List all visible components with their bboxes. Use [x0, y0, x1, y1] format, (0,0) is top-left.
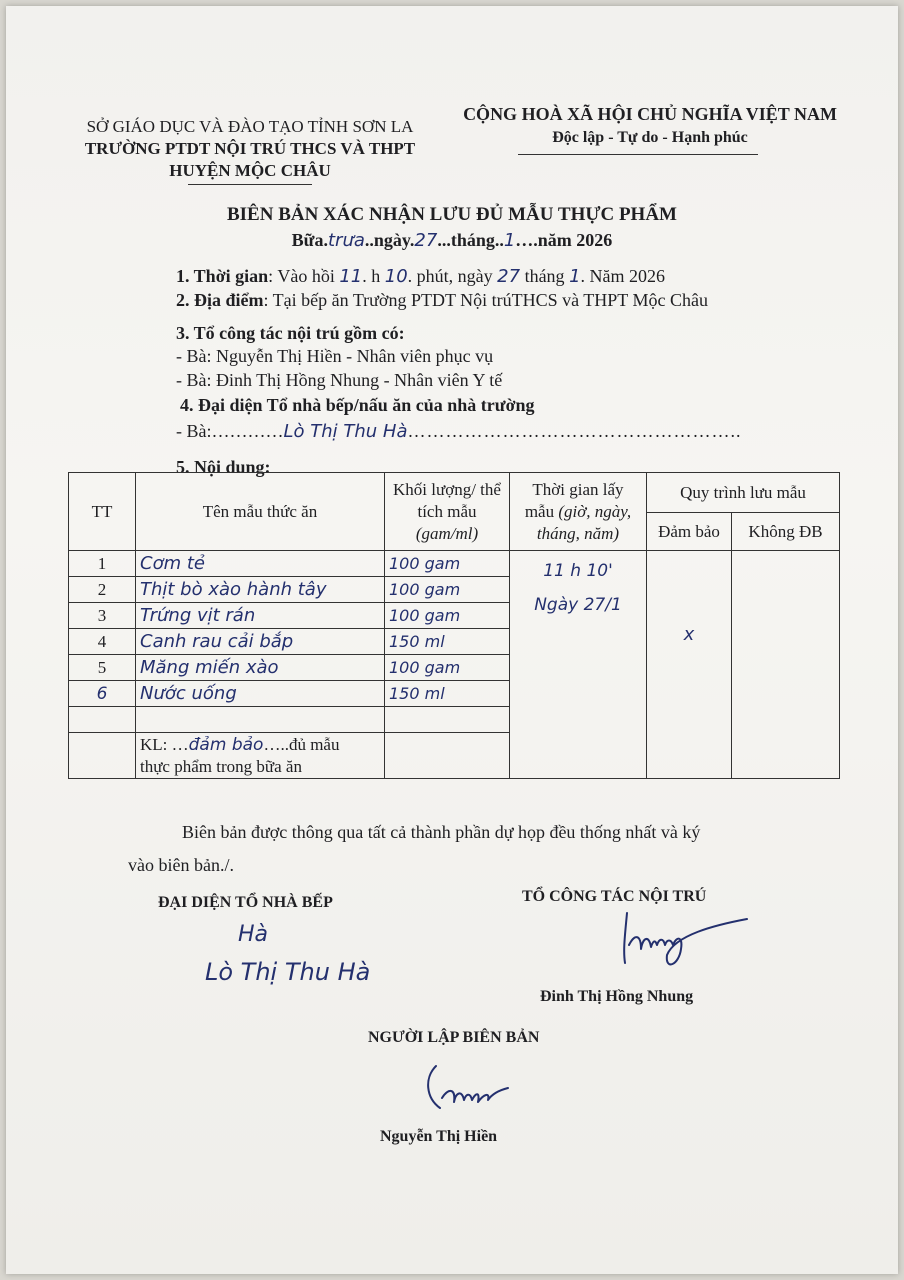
time-text-d: tháng	[524, 266, 565, 286]
header-notok: Không ĐB	[732, 513, 840, 551]
header-time	[510, 473, 647, 551]
month-value: 1	[503, 230, 516, 251]
kitchen-rep-title: ĐẠI DIỆN TỔ NHÀ BẾP	[158, 894, 333, 911]
kitchen-rep-label: 4. Đại diện Tổ nhà bếp/nấu ăn của nhà trường	[180, 395, 535, 415]
hour-value: 11	[339, 266, 363, 287]
boarding-signature-icon	[615, 905, 755, 975]
kitchen-rep-name-handwritten: Lò Thị Thu Hà	[205, 958, 371, 986]
row-food-name: Cơm tẻ	[136, 551, 385, 577]
row-food-name: Thịt bò xào hành tây	[136, 577, 385, 603]
country-motto: Độc lập - Tự do - Hạnh phúc	[552, 129, 748, 146]
header-process: Quy trình lưu mẫu	[647, 473, 840, 513]
section1-day-value: 27	[497, 266, 521, 287]
district-name: HUYỆN MỘC CHÂU	[169, 161, 331, 180]
header-weight-line1: Khối lượng/ thể	[393, 479, 501, 499]
preparer-name: Nguyễn Thị Hiền	[380, 1128, 498, 1145]
day-label: ..ngày.	[364, 230, 415, 250]
time-text-a: : Vào hồi	[268, 266, 335, 286]
kitchen-rep-dots: ……………………………………………..	[407, 421, 742, 441]
header-left	[70, 116, 430, 182]
header-right	[450, 102, 850, 150]
month-label: ...tháng..	[437, 230, 504, 250]
closing-line-2: vào biên bản./.	[128, 855, 234, 875]
header-weight-line2: tích mẫu	[417, 501, 477, 521]
boarding-team-title: TỔ CÔNG TÁC NỘI TRÚ	[522, 888, 707, 905]
row-weight: 100 gam	[385, 603, 510, 629]
row-food-name: Nước uống	[136, 681, 385, 707]
location-text: : Tại bếp ăn Trường PTDT Nội trúTHCS và THPT Mộc Châu	[263, 290, 708, 310]
section-location	[176, 290, 708, 311]
row-weight: 100 gam	[385, 577, 510, 603]
conclusion-line2: thực phẩm trong bữa ăn	[140, 756, 302, 776]
time-label: 1. Thời gian	[176, 266, 269, 286]
header-food-name: Tên mẫu thức ăn	[136, 473, 385, 551]
kitchen-rep-line	[176, 421, 742, 442]
row-tt: 6	[69, 681, 136, 707]
committee-member-2: - Bà: Đinh Thị Hồng Nhung - Nhân viên Y tế	[176, 370, 503, 390]
header-time-line2-italic: (giờ, ngày,	[558, 501, 632, 521]
kitchen-rep-prefix: - Bà:…………	[176, 421, 284, 441]
header-weight-unit: (gam/ml)	[415, 523, 479, 543]
header-right-underline	[518, 154, 758, 155]
conclusion-cell	[136, 733, 385, 779]
row-tt: 1	[69, 551, 136, 577]
header-weight	[385, 473, 510, 551]
row-food-name: Măng miến xào	[136, 655, 385, 681]
time-text-e: . Năm 2026	[580, 266, 666, 286]
table-header-row-1	[69, 473, 840, 513]
header-time-line3: tháng, năm)	[536, 523, 620, 543]
row-food-name: Trứng vịt rán	[136, 603, 385, 629]
closing-line-1: Biên bản được thông qua tất cả thành phần dự họp đều thống nhất và ký	[182, 822, 701, 842]
committee-member-1: - Bà: Nguyễn Thị Hiền - Nhân viên phục vụ	[176, 346, 494, 366]
kitchen-rep-value: Lò Thị Thu Hà	[283, 421, 408, 442]
time-text-c: . phút, ngày	[407, 266, 493, 286]
conclusion-line1	[140, 734, 380, 756]
row-weight: 150 ml	[385, 629, 510, 655]
row-tt: 3	[69, 603, 136, 629]
preparer-title: NGƯỜI LẬP BIÊN BẢN	[368, 1029, 540, 1046]
header-ok: Đảm bảo	[647, 513, 732, 551]
sample-time-cell	[510, 551, 647, 779]
row-weight: 100 gam	[385, 655, 510, 681]
time-text-b: . h	[362, 266, 381, 286]
row-weight: 100 gam	[385, 551, 510, 577]
meal-date-line	[0, 230, 904, 251]
meal-label: Bữa.	[291, 230, 328, 250]
row-food-name: Canh rau cải bắp	[136, 629, 385, 655]
minute-value: 10	[384, 266, 408, 287]
content-label: 5. Nội dung:	[176, 457, 271, 477]
notok-cell	[732, 551, 840, 779]
country-name: CỘNG HOÀ XÃ HỘI CHỦ NGHĨA VIỆT NAM	[463, 104, 837, 124]
sample-time-value: 11 h 10'	[543, 561, 613, 581]
ok-mark-cell	[647, 551, 732, 779]
header-time-line2	[514, 501, 642, 523]
header-time-line2-plain: mẫu	[524, 501, 559, 521]
school-name: TRƯỜNG PTDT NỘI TRÚ THCS VÀ THPT	[84, 139, 416, 158]
boarding-member-name: Đinh Thị Hồng Nhung	[540, 988, 694, 1005]
location-label: 2. Địa điểm	[176, 290, 264, 310]
row-tt: 2	[69, 577, 136, 603]
conclusion-suffix: …..đủ mẫu	[263, 734, 340, 754]
meal-value: trưa	[327, 230, 365, 251]
conclusion-value: đảm bảo	[188, 734, 264, 755]
year-label: ….năm 2026	[515, 230, 613, 250]
document-title: BIÊN BẢN XÁC NHẬN LƯU ĐỦ MẪU THỰC PHẨM	[226, 204, 677, 225]
ok-mark: x	[683, 624, 695, 645]
preparer-signature-icon	[418, 1058, 518, 1118]
row-weight: 150 ml	[385, 681, 510, 707]
committee-label: 3. Tổ công tác nội trú gồm có:	[176, 323, 405, 343]
row-tt: 4	[69, 629, 136, 655]
section-time	[176, 266, 665, 287]
department-name: SỞ GIÁO DỤC VÀ ĐÀO TẠO TỈNH SƠN LA	[86, 117, 414, 136]
table-row	[69, 551, 840, 577]
day-value: 27	[414, 230, 438, 251]
header-time-line1: Thời gian lấy	[532, 479, 624, 499]
section1-month-value: 1	[569, 266, 581, 287]
kitchen-rep-signature: Hà	[238, 922, 269, 947]
row-tt: 5	[69, 655, 136, 681]
food-sample-table	[68, 472, 840, 779]
sample-date-value: Ngày 27/1	[534, 595, 622, 615]
header-tt: TT	[69, 473, 136, 551]
conclusion-prefix: KL: …	[140, 734, 189, 754]
header-left-underline	[188, 184, 312, 185]
